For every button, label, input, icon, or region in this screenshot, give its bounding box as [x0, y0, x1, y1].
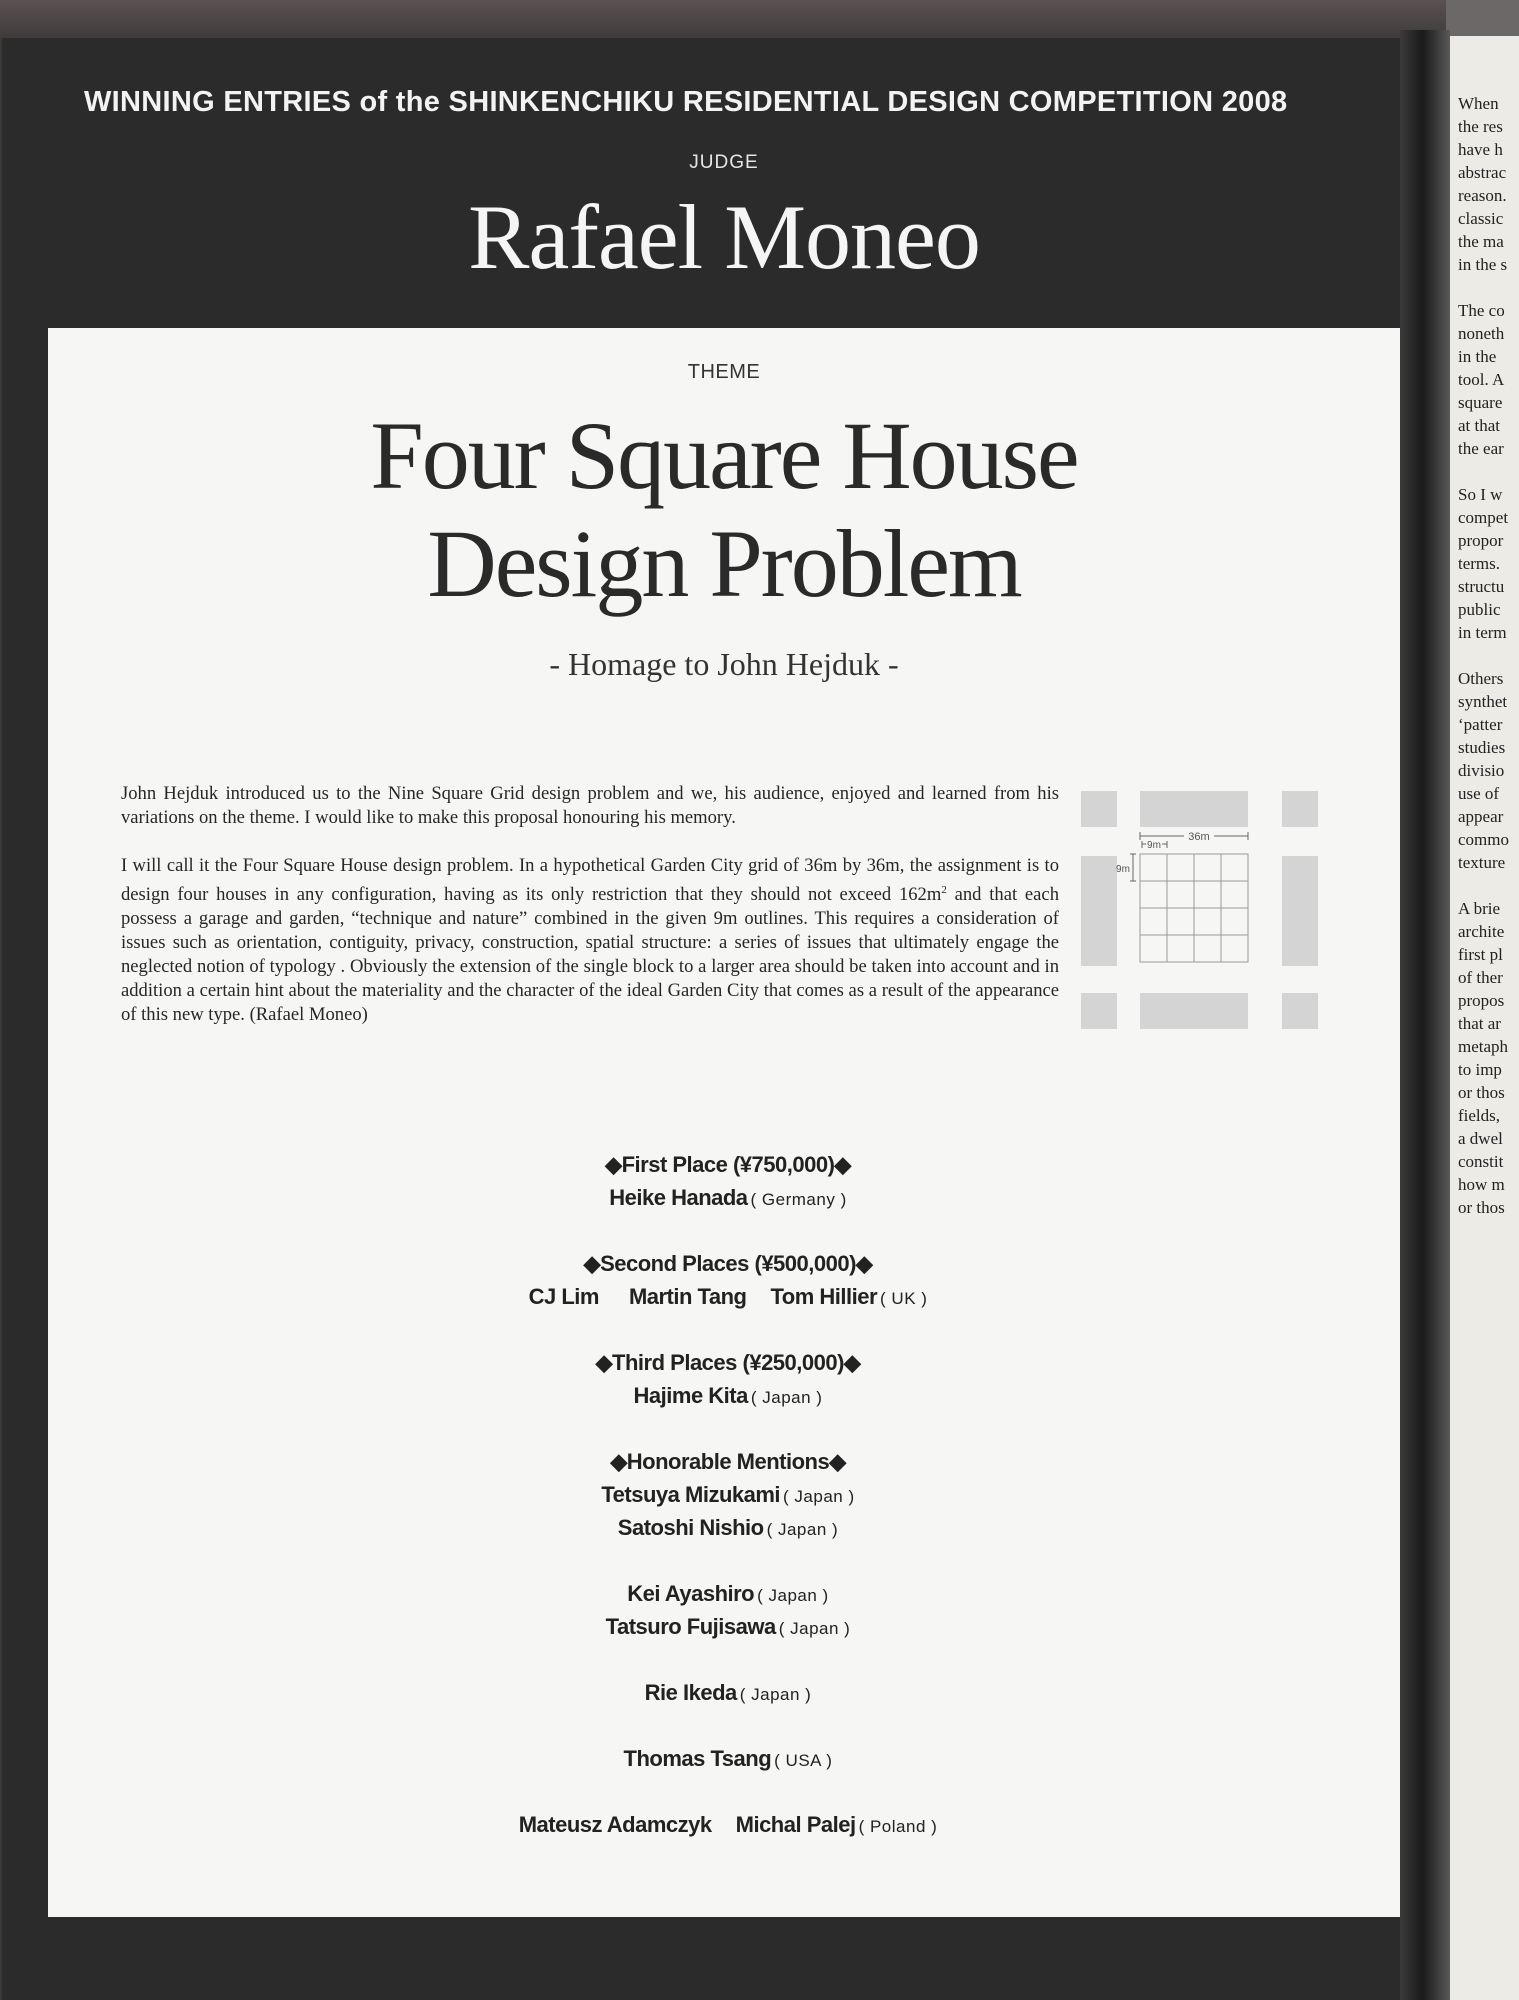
theme-subtitle: - Homage to John Hejduk -: [549, 646, 899, 682]
award-list: [368, 1148, 1088, 1841]
spine-background: [1446, 0, 1519, 36]
theme-title-line-1: Four Square House: [370, 402, 1078, 509]
center-grid: [1140, 854, 1248, 962]
top-background-strip: [0, 0, 1519, 38]
right-page-line: have h: [1458, 140, 1503, 159]
right-page-paragraph: [1458, 483, 1519, 644]
right-page-line: divisio: [1458, 761, 1505, 780]
winner-country: ( Japan ): [778, 1619, 851, 1638]
winner-country: ( UK ): [880, 1289, 928, 1308]
honorable-mention: [368, 1511, 1088, 1544]
winner-country: ( Japan ): [757, 1586, 829, 1605]
right-page-line: terms.: [1458, 554, 1501, 573]
block-top-left: [1081, 791, 1117, 827]
body-paragraph-2-part-2: and that each possess a garage and garden, “technique and nature” combined in the given 9m outlines. This requires a consideration of issues such as orientation, contiguity, privacy, construction, spatial structure: a series of issues that ultimately engage the neglected notion of typology . Obviously the extension of the single block to a larger area should be taken into account and in addition a certain hint about the materiality and the character of the ideal Garden City that comes as a result of the appearance of this new type. (Rafael Moneo): [121, 884, 1059, 1026]
right-page-line: abstrac: [1458, 163, 1507, 182]
right-page-line: how m: [1458, 1175, 1505, 1194]
second-places-heading: ◆Second Places (¥500,000)◆: [583, 1251, 873, 1276]
first-place-winner: [368, 1181, 1088, 1214]
page-gutter: [1400, 30, 1450, 2000]
right-page-line: that ar: [1458, 1014, 1501, 1033]
honorable-mention: [368, 1478, 1088, 1511]
honorable-mention: [368, 1610, 1088, 1643]
right-page-line: tool. A: [1458, 370, 1505, 389]
right-page-line: archite: [1458, 922, 1505, 941]
right-page-line: synthet: [1458, 692, 1508, 711]
block-bottom-right: [1282, 993, 1318, 1029]
winner-name: Martin Tang: [628, 1284, 747, 1309]
block-top-right: [1282, 791, 1318, 827]
right-page-paragraph: [1458, 92, 1519, 276]
winner-country: ( Poland ): [858, 1817, 938, 1836]
right-page-line: Others: [1458, 669, 1504, 688]
winner-name: Rie Ikeda: [644, 1680, 737, 1705]
right-page-line: in term: [1458, 623, 1507, 642]
block-bottom-middle: [1140, 993, 1248, 1029]
winner-country: ( USA ): [774, 1751, 833, 1770]
right-page-line: texture: [1458, 853, 1506, 872]
right-page-line: or thos: [1458, 1198, 1505, 1217]
right-page-line: metaph: [1458, 1037, 1509, 1056]
winner-name: Michal Palej: [735, 1812, 856, 1837]
winner-name: Hajime Kita: [633, 1383, 748, 1408]
right-page-line: When: [1458, 94, 1499, 113]
winner-name: Tom Hillier: [770, 1284, 878, 1309]
superscript-2: 2: [941, 884, 947, 896]
theme-panel: [48, 328, 1400, 1917]
theme-title-line-2: Design Problem: [427, 510, 1021, 617]
right-page-line: use of: [1458, 784, 1500, 803]
right-page-line: ‘patter: [1458, 715, 1503, 734]
third-place-winner: [368, 1379, 1088, 1412]
dimension-9m-horizontal-label: 9m: [1147, 840, 1161, 851]
right-page-line: commo: [1458, 830, 1509, 849]
right-page-line: A brie: [1458, 899, 1501, 918]
body-paragraph-1: John Hejduk introduced us to the Nine Square Grid design problem and we, his audience, enjoyed and learned from his variations on the theme. I would like to make this proposal honouring his memory.: [121, 783, 1059, 828]
winner-country: ( Japan ): [739, 1685, 812, 1704]
winner-name: Satoshi Nishio: [617, 1515, 764, 1540]
winner-name: Kei Ayashiro: [627, 1581, 755, 1606]
right-page-line: at that: [1458, 416, 1501, 435]
grid-diagram: [1078, 788, 1328, 1038]
block-middle-right: [1282, 856, 1318, 966]
dimension-36m-label: 36m: [1188, 831, 1210, 843]
body-paragraph-2-part-1: I will call it the Four Square House design problem. In a hypothetical Garden City grid of 36m by 36m, the assignment is to design four houses in any configuration, having as its only restriction that they should not exceed 162m: [121, 855, 1059, 906]
right-page-line: fields,: [1458, 1106, 1501, 1125]
right-page-line: propos: [1458, 991, 1505, 1010]
right-page-line: or thos: [1458, 1083, 1505, 1102]
right-page-line: noneth: [1458, 324, 1505, 343]
right-page-line: propor: [1458, 531, 1504, 550]
right-page-paragraph: [1458, 667, 1519, 874]
winner-name: CJ Lim: [528, 1284, 599, 1309]
theme-label: THEME: [687, 361, 761, 383]
right-page-line: the res: [1458, 117, 1503, 136]
right-page-line: to imp: [1458, 1060, 1502, 1079]
right-page-line: appear: [1458, 807, 1504, 826]
winner-country: ( Japan ): [750, 1388, 823, 1407]
right-page-line: studies: [1458, 738, 1506, 757]
winner-name: Heike Hanada: [609, 1185, 748, 1210]
honorable-mentions-heading: ◆Honorable Mentions◆: [610, 1449, 846, 1474]
right-page-paragraph: [1458, 299, 1519, 460]
block-bottom-left: [1081, 993, 1117, 1029]
right-page-line: of ther: [1458, 968, 1503, 987]
winner-name: Mateusz Adamczyk: [518, 1812, 712, 1837]
right-page-line: structu: [1458, 577, 1505, 596]
body-paragraph-2: [121, 854, 1059, 1027]
right-page-line: reason.: [1458, 186, 1507, 205]
third-places-heading: ◆Third Places (¥250,000)◆: [595, 1350, 861, 1375]
winner-name: Tetsuya Mizukami: [601, 1482, 781, 1507]
winner-name: Tatsuro Fujisawa: [605, 1614, 776, 1639]
right-page-line: compet: [1458, 508, 1509, 527]
right-page-line: public: [1458, 600, 1501, 619]
body-text: [121, 782, 1059, 1051]
right-page-line: in the s: [1458, 255, 1508, 274]
right-page-paragraph: [1458, 897, 1519, 1219]
right-page-line: the ear: [1458, 439, 1504, 458]
right-page-line: The co: [1458, 301, 1505, 320]
honorable-mention: [368, 1577, 1088, 1610]
honorable-mention: [368, 1742, 1088, 1775]
first-place-heading: ◆First Place (¥750,000)◆: [605, 1152, 851, 1177]
winner-name: Thomas Tsang: [623, 1746, 772, 1771]
dimension-9m-vertical-label: 9m: [1116, 864, 1130, 875]
winner-country: ( Germany ): [750, 1190, 847, 1209]
right-page-line: first pl: [1458, 945, 1503, 964]
right-page-line: constit: [1458, 1152, 1504, 1171]
second-places-winners: [368, 1280, 1088, 1313]
honorable-mention: [368, 1676, 1088, 1709]
right-page-line: in the: [1458, 347, 1497, 366]
honorable-mention-pair: [368, 1808, 1088, 1841]
judge-name: Rafael Moneo: [468, 186, 980, 288]
winner-country: ( Japan ): [766, 1520, 839, 1539]
block-top-middle: [1140, 791, 1248, 827]
block-middle-left: [1081, 856, 1117, 966]
winner-country: ( Japan ): [783, 1487, 855, 1506]
right-page-text: [1458, 92, 1519, 1242]
judge-label: JUDGE: [689, 152, 759, 173]
right-page-line: a dwel: [1458, 1129, 1503, 1148]
theme-title: [48, 402, 1400, 618]
right-page-line: square: [1458, 393, 1503, 412]
right-page-line: classic: [1458, 209, 1504, 228]
competition-header: WINNING ENTRIES of the SHINKENCHIKU RESIDENTIAL DESIGN COMPETITION 2008: [84, 86, 1288, 118]
right-page-line: the ma: [1458, 232, 1504, 251]
right-page-line: So I w: [1458, 485, 1503, 504]
